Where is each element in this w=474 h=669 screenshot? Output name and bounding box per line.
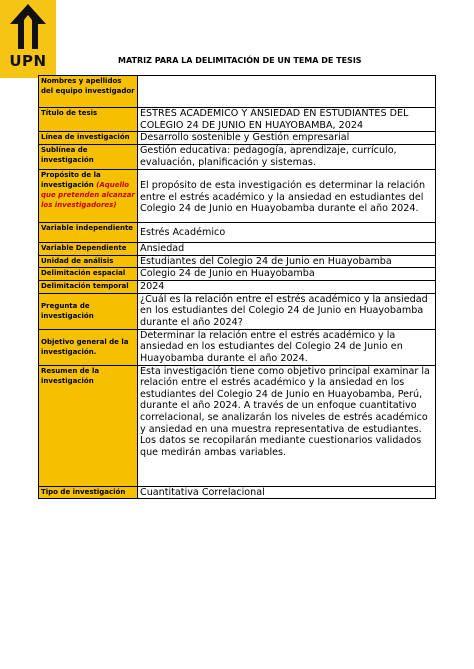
purpose-label-text: Propósito de la investigación [41, 171, 101, 190]
row-value-research-type: Cuantitativa Correlacional [138, 486, 436, 499]
row-label-unit-of-analysis: Unidad de análisis [39, 255, 138, 268]
row-value-research-question: ¿Cuál es la relación entre el estrés académico y la ansiedad en los estudiantes del Colegio 24 de Junio en Huayobamba durante el año 2024? [138, 293, 436, 329]
table-row [39, 268, 436, 281]
row-label-spatial: Delimitación espacial [39, 268, 138, 281]
row-value-general-objective: Determinar la relación entre el estrés académico y la ansiedad en los estudiantes del Colegio 24 de Junio en Huayobamba durante el año 2024. [138, 329, 436, 365]
table-row [39, 170, 436, 223]
row-value-summary: Esta investigación tiene como objetivo principal examinar la relación entre el estrés académico y la ansiedad en los estudiantes del Colegio 24 de Junio en Huayobamba, Perú, durante el año 2024. A través de un enfoque cuantitativo correlacional, se analizarán los niveles de estrés académico y ansiedad en una muestra representativa de estudiantes. Los datos se recopilarán mediante cuestionarios validados que medirán ambas variables. [138, 365, 436, 486]
table-row [39, 243, 436, 256]
table-row [39, 132, 436, 145]
table-row [39, 293, 436, 329]
row-value-purpose: El propósito de esta investigación es determinar la relación entre el estrés académico y la ansiedad en estudiantes del Colegio 24 de Junio en Huayobamba durante el año 2024. [138, 170, 436, 223]
row-value-spatial: Colegio 24 de Junio en Huayobamba [138, 268, 436, 281]
document-title: MATRIZ PARA LA DELIMITACIÓN DE UN TEMA DE TESIS [118, 56, 362, 65]
table-row [39, 280, 436, 293]
table-row [39, 76, 436, 108]
row-label-purpose [39, 170, 138, 223]
table-row [39, 365, 436, 486]
row-value-independent-variable: Estrés Académico [138, 223, 436, 243]
row-value-research-line: Desarrollo sostenible y Gestión empresarial [138, 132, 436, 145]
row-label-temporal: Delimitación temporal [39, 280, 138, 293]
row-value-subline: Gestión educativa: pedagogía, aprendizaje, currículo, evaluación, planificación y sistemas. [138, 145, 436, 170]
logo-text: UPN [9, 52, 47, 70]
table-row [39, 223, 436, 243]
row-value-unit-of-analysis: Estudiantes del Colegio 24 de Junio en Huayobamba [138, 255, 436, 268]
row-value-temporal: 2024 [138, 280, 436, 293]
row-label-independent-variable: Variable independiente [39, 223, 138, 243]
row-label-summary: Resumen de la investigación [39, 365, 138, 486]
row-label-subline: Sublínea de investigación [39, 145, 138, 170]
row-label-research-line: Línea de investigación [39, 132, 138, 145]
row-label-researchers: Nombres y apellidos del equipo investigador [39, 76, 138, 108]
row-value-researchers [138, 76, 436, 108]
upn-logo [0, 0, 56, 78]
upn-arrow-icon [0, 0, 56, 52]
table-row [39, 329, 436, 365]
table-row [39, 145, 436, 170]
row-label-research-type: Tipo de investigación [39, 486, 138, 499]
table-row [39, 255, 436, 268]
table-row [39, 108, 436, 132]
row-value-dependent-variable: Ansiedad [138, 243, 436, 256]
row-value-thesis-title: ESTRÉS ACADÉMICO Y ANSIEDAD EN ESTUDIANTES DEL COLEGIO 24 DE JUNIO EN HUAYOBAMBA, 2024 [138, 108, 436, 132]
thesis-matrix-table [38, 75, 436, 499]
row-label-general-objective: Objetivo general de la investigación. [39, 329, 138, 365]
row-label-research-question: Pregunta de investigación [39, 293, 138, 329]
row-label-thesis-title: Título de tesis [39, 108, 138, 132]
purpose-label-note: (Aquello que pretenden alcanzar los investigadores) [41, 181, 135, 210]
row-label-dependent-variable: Variable Dependiente [39, 243, 138, 256]
table-row [39, 486, 436, 499]
